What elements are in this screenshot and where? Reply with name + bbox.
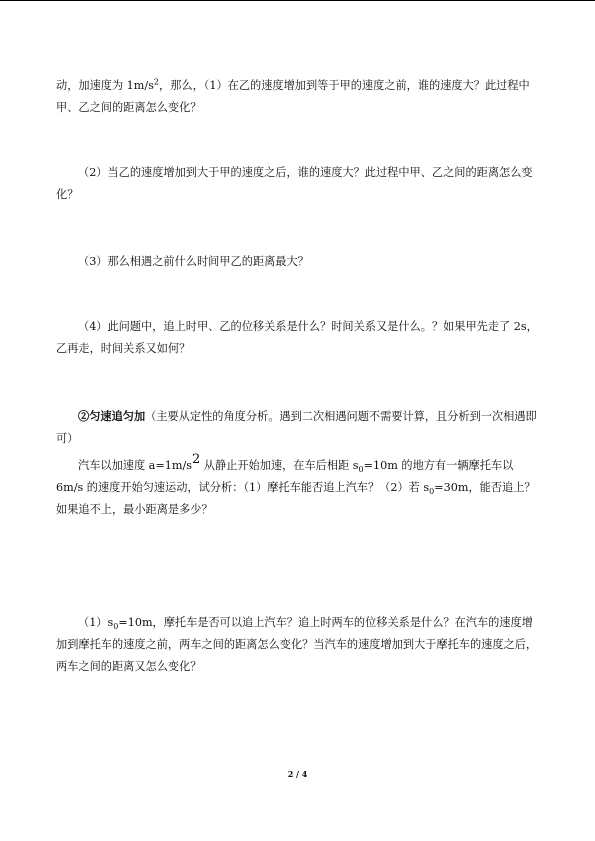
section-note: （主要从定性的角度分析。遇到二次相遇问题不需要计算，且分析到一次相遇即可） [56, 410, 537, 445]
problem-superscript: 2 [191, 452, 201, 467]
problem-text-a: 汽车以加速度 a=1m/s [78, 459, 192, 472]
problem-text-b: 从静止开始加速，在车后相距 s [200, 459, 359, 472]
page-top-border [0, 0, 595, 1]
section-title: ②匀速追匀加 [78, 409, 146, 423]
question1-text-a: （1）s [78, 616, 114, 629]
problem-subscript-1: 0 [358, 465, 364, 475]
para1-superscript: 2 [153, 77, 160, 87]
problem-subscript-2: 0 [429, 487, 435, 497]
para1-text-a: 动，加速度为 1m/s [56, 79, 154, 92]
problem-text-d: =30m，能否追上？如果追不上，最小距离是多少？ [56, 481, 536, 516]
problem-text-c: =10m 的地方有一辆摩托车以 6m/s 的速度开始匀速运动，试分析：（1）摩托车能否追上汽车？（2）若 s [56, 459, 514, 494]
question1-subscript: 0 [113, 622, 119, 632]
problem-statement [56, 452, 536, 521]
paragraph-1 [56, 75, 542, 119]
paragraph-2: （2）当乙的速度增加到大于甲的速度之后，谁的速度大？此过程中甲、乙之间的距离怎么变化？ [56, 166, 533, 201]
paragraph-4: （4）此问题中，追上时甲、乙的位移关系是什么？时间关系又是什么。？如果甲先走了 2s，乙再走，时间关系又如何？ [56, 320, 538, 355]
page-number: 2 / 4 [287, 769, 308, 779]
question1-text-b: =10m，摩托车是否可以追上汽车？追上时两车的位移关系是什么？在汽车的速度增加到摩托车的速度之前，两车之间的距离怎么变化？当汽车的速度增加到大于摩托车的速度之后，两车之间的距离又怎么变化？ [56, 616, 538, 673]
section-heading [56, 405, 542, 450]
paragraph-3: （3）那么相遇之前什么时间甲乙的距离最大？ [78, 255, 309, 268]
question-1 [56, 612, 542, 678]
para1-text-b: ，那么，（1）在乙的速度增加到等于甲的速度之前，谁的速度大？此过程中甲、乙之间的距离怎么变化？ [56, 79, 530, 114]
